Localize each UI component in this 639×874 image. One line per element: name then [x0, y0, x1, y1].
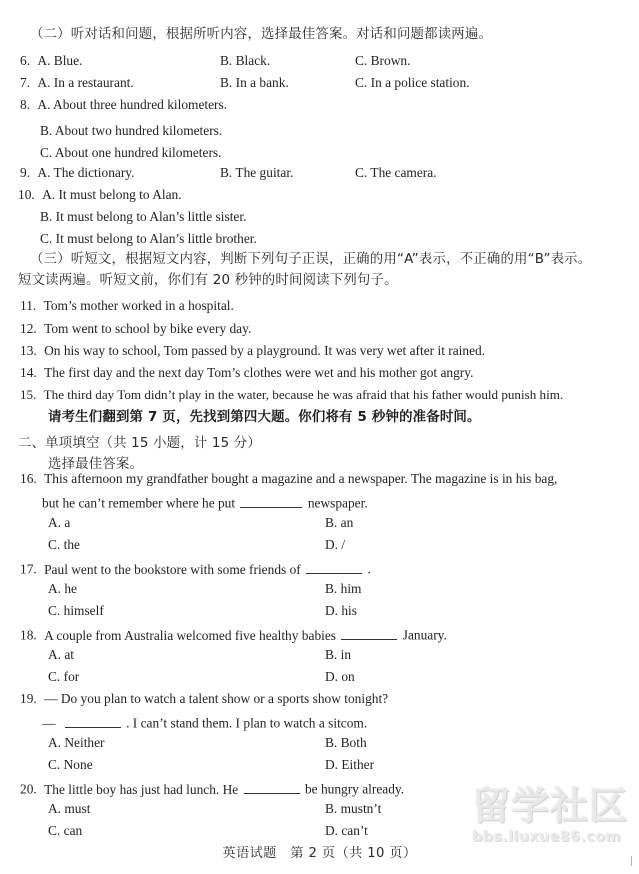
q20-option-b[interactable]: B. mustn’t [325, 801, 382, 816]
question-20-stem [20, 780, 404, 797]
q16-answer-blank[interactable] [240, 494, 302, 508]
scan-edge-mark [631, 856, 632, 866]
exam-instruction-bold: 请考生们翻到第 7 页，先找到第四大题。你们将有 5 秒钟的准备时间。 [48, 410, 481, 425]
part-two-heading: 二、单项填空（共 15 小题，计 15 分） [18, 436, 261, 451]
statement-11-number: 11. [20, 298, 37, 313]
q18-option-b[interactable]: B. in [325, 647, 352, 662]
q18-option-a[interactable]: A. at [48, 647, 75, 662]
section-three-heading-line1: （三）听短文，根据短文内容，判断下列句子正误，正确的用“A”表示，不正确的用“B”表示。 [30, 252, 592, 267]
q19-stem-after-blank: . I can’t stand them. I plan to watch a sitcom. [126, 715, 368, 731]
q19-option-c[interactable]: C. None [48, 757, 93, 772]
q18-number: 18. [20, 627, 37, 643]
q8-option-a: A. About three hundred kilometers. [37, 97, 228, 112]
question-19-stem-line1 [20, 692, 388, 707]
q20-option-a[interactable]: A. must [48, 801, 91, 816]
q19-option-d[interactable]: D. Either [325, 757, 375, 772]
question-16-stem-line2 [42, 494, 368, 511]
q20-answer-blank[interactable] [244, 780, 300, 794]
q9-number: 9. [20, 165, 31, 180]
q9-option-a: A. The dictionary. [37, 165, 135, 180]
q18-stem-before-blank: A couple from Australia welcomed five healthy babies [44, 627, 337, 643]
statement-14-text: The first day and the next day Tom’s clothes were wet and his mother got angry. [44, 365, 474, 380]
q19-option-a[interactable]: A. Neither [48, 735, 105, 750]
q16-stem-part1: This afternoon my grandfather bought a magazine and a newspaper. The magazine is in his bag, [44, 471, 558, 486]
section-two-heading: （二）听对话和问题，根据所听内容，选择最佳答案。对话和问题都读两遍。 [30, 27, 493, 42]
q19-answer-blank[interactable] [65, 714, 121, 728]
q9-option-c: C. The camera. [355, 165, 437, 180]
q16-option-b[interactable]: B. an [325, 515, 354, 530]
q16-option-d[interactable]: D. / [325, 537, 346, 552]
part-two-directive: 选择最佳答案。 [48, 457, 144, 472]
q19-option-b[interactable]: B. Both [325, 735, 367, 750]
statement-14-number: 14. [20, 365, 37, 380]
listening-q9-number-and-option-a [20, 166, 134, 181]
q17-stem-after-blank: . [367, 561, 371, 577]
q7-option-c: C. In a police station. [355, 75, 470, 90]
q19-stem-line1: — Do you plan to watch a talent show or a sports show tonight? [44, 691, 389, 706]
statement-13-text: On his way to school, Tom passed by a playground. It was very wet after it rained. [44, 343, 486, 358]
q7-option-b: B. In a bank. [220, 75, 289, 90]
watermark-brand-text: 留学社区 [472, 784, 629, 828]
q9-option-b: B. The guitar. [220, 165, 294, 180]
listening-statement-15 [20, 388, 563, 402]
q8-option-b: B. About two hundred kilometers. [40, 123, 223, 138]
q10-number: 10. [18, 187, 35, 202]
question-17-stem [20, 560, 371, 577]
question-19-stem-line2 [42, 714, 367, 731]
q17-number: 17. [20, 561, 37, 577]
q7-number: 7. [20, 75, 31, 90]
question-18-stem [20, 626, 447, 643]
statement-12-number: 12. [20, 321, 37, 336]
q18-option-d[interactable]: D. on [325, 669, 355, 684]
statement-12-text: Tom went to school by bike every day. [44, 321, 252, 336]
q20-number: 20. [20, 781, 37, 797]
listening-q7-number-and-option-a [20, 76, 134, 91]
statement-15-number: 15. [20, 387, 37, 402]
q16-stem-after-blank: newspaper. [307, 495, 368, 511]
q16-stem-before-blank: but he can’t remember where he put [42, 495, 236, 511]
listening-statement-14 [20, 366, 473, 381]
q6-option-c: C. Brown. [355, 53, 411, 68]
q6-option-a: A. Blue. [37, 53, 83, 68]
q10-option-a: A. It must belong to Alan. [42, 187, 182, 202]
page-footer: 英语试题 第 2 页（共 10 页） [222, 846, 417, 861]
q17-stem-before-blank: Paul went to the bookstore with some friends of [44, 561, 301, 577]
statement-11-text: Tom’s mother worked in a hospital. [43, 298, 234, 313]
q19-number: 19. [20, 691, 37, 706]
statement-15-text: The third day Tom didn’t play in the water, because he was afraid that his father would punish him. [43, 387, 564, 402]
listening-q6-number-and-option-a [20, 54, 82, 69]
q10-option-c: C. It must belong to Alan’s little brother. [40, 231, 257, 246]
question-16-stem-line1 [20, 472, 557, 487]
section-three-heading-line2: 短文读两遍。听短文前，你们有 20 秒钟的时间阅读下列句子。 [18, 273, 398, 288]
q19-dash: — [42, 715, 56, 731]
listening-q10-number-and-option-a [18, 188, 182, 203]
q6-option-b: B. Black. [220, 53, 271, 68]
listening-q8-number-and-option-a [20, 98, 227, 113]
q20-option-d[interactable]: D. can’t [325, 823, 368, 838]
q16-number: 16. [20, 471, 37, 486]
q18-option-c[interactable]: C. for [48, 669, 80, 684]
q6-number: 6. [20, 53, 31, 68]
q17-option-b[interactable]: B. him [325, 581, 362, 596]
q17-answer-blank[interactable] [306, 560, 362, 574]
listening-statement-11 [20, 299, 234, 314]
q7-option-a: A. In a restaurant. [37, 75, 134, 90]
q20-stem-after-blank: be hungry already. [304, 781, 405, 797]
q20-option-c[interactable]: C. can [48, 823, 83, 838]
q17-option-d[interactable]: D. his [325, 603, 357, 618]
listening-statement-12 [20, 322, 251, 337]
statement-13-number: 13. [20, 343, 37, 358]
q8-option-c: C. About one hundred kilometers. [40, 145, 222, 160]
q8-number: 8. [20, 97, 31, 112]
listening-statement-13 [20, 344, 485, 359]
q17-option-a[interactable]: A. he [48, 581, 78, 596]
q16-option-a[interactable]: A. a [48, 515, 71, 530]
q10-option-b: B. It must belong to Alan’s little sister. [40, 209, 247, 224]
q16-option-c[interactable]: C. the [48, 537, 80, 552]
q18-stem-after-blank: January. [402, 627, 447, 643]
q17-option-c[interactable]: C. himself [48, 603, 104, 618]
q20-stem-before-blank: The little boy has just had lunch. He [44, 781, 239, 797]
watermark-url-text: bbs.liuxue86.com [472, 829, 621, 845]
q18-answer-blank[interactable] [341, 626, 397, 640]
